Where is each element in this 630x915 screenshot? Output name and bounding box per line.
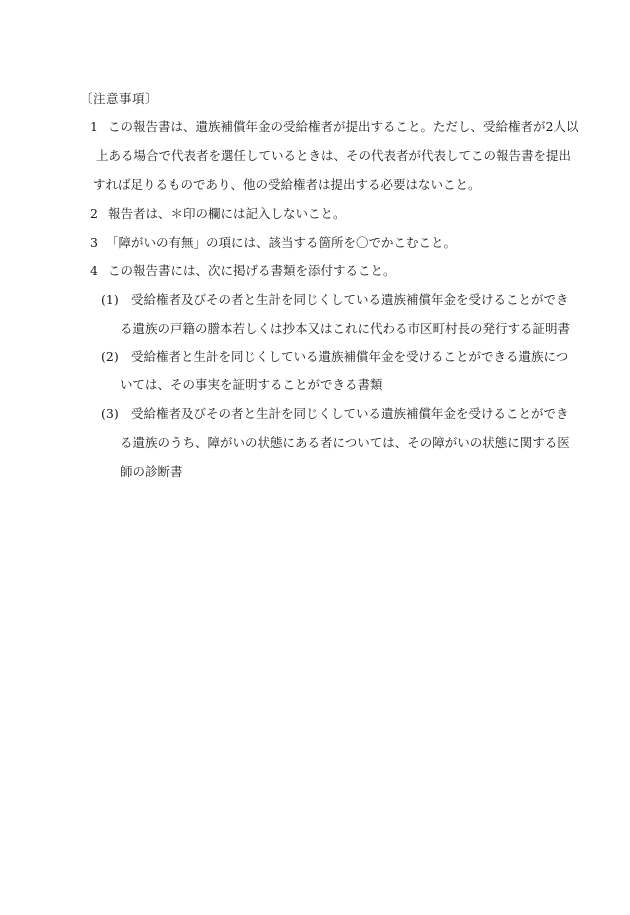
item-line: 上ある場合で代表者を選任しているときは、その代表者が代表してこの報告書を提出 bbox=[96, 148, 572, 163]
subitem-line: る遺族の戸籍の謄本若しくは抄本又はこれに代わる市区町村長の発行する証明書 bbox=[120, 321, 571, 336]
item-line: 報告者は、＊印の欄には記入しないこと。 bbox=[108, 206, 346, 221]
subitem-line: いては、その事実を証明することができる書類 bbox=[120, 377, 383, 392]
subitem-line: る遺族のうち、障がいの状態にある者については、その障がいの状態に関する医 bbox=[120, 435, 570, 450]
item-number: 2 bbox=[90, 206, 98, 221]
item-number: 4 bbox=[90, 263, 98, 278]
item-number: 3 bbox=[90, 235, 98, 250]
subitem-number: (3) bbox=[101, 406, 119, 421]
subitem-number: (1) bbox=[101, 292, 119, 307]
item-line: 「障がいの有無」の項には、該当する箇所を〇でかこむこと。 bbox=[106, 235, 457, 250]
subitem-line: 受給権者及びその者と生計を同じくしている遺族補償年金を受けることができ bbox=[131, 292, 569, 307]
item-line: この報告書は、遺族補償年金の受給権者が提出すること。ただし、受給権者が2人以 bbox=[108, 119, 579, 134]
item-number: 1 bbox=[90, 119, 98, 134]
subitem-line: 受給権者及びその者と生計を同じくしている遺族補償年金を受けることができ bbox=[131, 406, 569, 421]
subitem-number: (2) bbox=[101, 349, 119, 364]
subitem-line: 師の診断書 bbox=[120, 464, 183, 479]
item-line: この報告書には、次に掲げる書類を添付すること。 bbox=[108, 263, 396, 278]
notes-heading: 〔注意事項〕 bbox=[80, 91, 159, 106]
subitem-line: 受給権者と生計を同じくしている遺族補償年金を受けることができる遺族につ bbox=[131, 349, 569, 364]
item-line: すれば足りるものであり、他の受給権者は提出する必要はないこと。 bbox=[93, 177, 481, 192]
